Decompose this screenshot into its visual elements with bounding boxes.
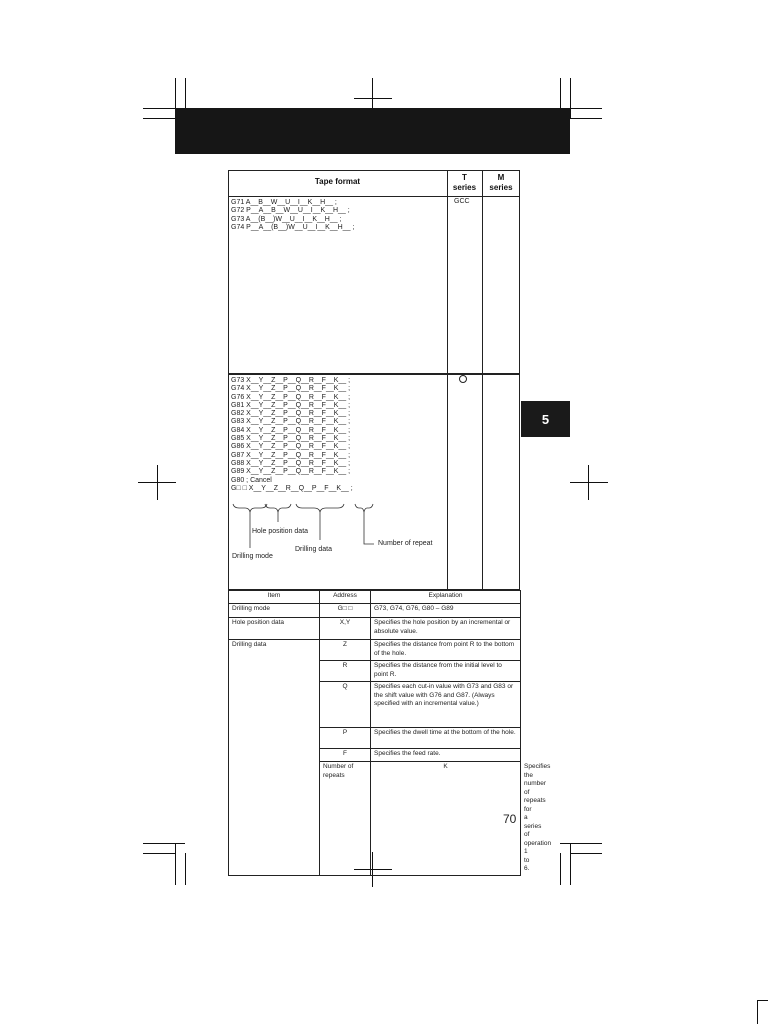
- explanation-cell: Specifies the dwell time at the bottom of the hole.: [371, 728, 521, 749]
- crop-mark: [175, 843, 176, 885]
- address-cell: Q: [320, 682, 371, 728]
- group-divider: [228, 373, 520, 375]
- canned-cycle-codes: G73 X__Y__Z__P__Q__R__F__K__ ; G74 X__Y__Z__P__Q__R__F__K__ ; G76 X__Y__Z__P__Q__R__F__K__ ; G81 X__Y__Z__P__Q__R__F__K__ ; G82 X__Y__Z__P__Q__R__F__K__ ; G83 X__Y__Z__P__Q__R__F__K__ ; G84 X__Y__Z__P__Q__R__F__K__ ; G85 X__Y__Z__P__Q__R__F__K__ ; G86 X__Y__Z__P__Q__R__F__K__ ; G87 X__Y__Z__P__Q__R__F__K__ ; G88 X__Y__Z__P__Q__R__F__K__ ; G89 X__Y__Z__P__Q__R__F__K__ ; G80 ; Cancel G□ □ X__Y__Z__R__Q__P__F__K__ ;: [231, 377, 353, 492]
- crop-mark: [570, 108, 602, 109]
- header-tape-format: Tape format: [314, 177, 361, 186]
- item-cell: Drilling mode: [229, 604, 320, 618]
- section-tab-number: 5: [541, 411, 550, 427]
- col-header-item: Item: [229, 591, 320, 604]
- table-row: [229, 618, 521, 640]
- registration-mark: [138, 482, 176, 483]
- corner-mark: [757, 1000, 768, 1001]
- address-cell: K: [371, 762, 521, 876]
- brace-number-of-repeat: [355, 504, 373, 512]
- explanation-cell: Specifies the distance from point R to the bottom of the hole.: [371, 640, 521, 661]
- crop-mark: [185, 853, 186, 885]
- crop-mark: [143, 118, 175, 119]
- label-number-of-repeat: Number of repeat: [378, 540, 433, 547]
- explanation-cell: Specifies the hole position by an incremental or absolute value.: [371, 618, 521, 640]
- item-cell: Drilling data: [229, 640, 320, 876]
- page-number: 70: [503, 812, 517, 826]
- crop-mark: [560, 853, 561, 885]
- crop-mark: [570, 78, 571, 118]
- address-cell: X,Y: [320, 618, 371, 640]
- address-cell: Z: [320, 640, 371, 661]
- crop-mark: [570, 853, 602, 854]
- registration-mark: [570, 482, 608, 483]
- brace-drilling-mode: [233, 504, 267, 512]
- g71-g74-codes: G71 A__B__W__U__I__K__H__ ; G72 P__A__B__W__U__I__K__H__ ; G73 A__(B__)W__U__I__K__H__ ; G74 P__A__(B__)W__U__I__K__H__ ;: [231, 199, 355, 231]
- explanation-table: [228, 590, 552, 876]
- crop-mark: [560, 843, 602, 844]
- address-cell: F: [320, 749, 371, 762]
- address-cell: P: [320, 728, 371, 749]
- explanation-cell: Specifies each cut-in value with G73 and G83 or the shift value with G76 and G87. (Always specified with an incremental value.): [371, 682, 521, 728]
- brace-drilling-data: [296, 504, 344, 512]
- table-row: [229, 604, 521, 618]
- label-hole-position: Hole position data: [252, 528, 309, 535]
- address-cell: G□ □: [320, 604, 371, 618]
- crop-mark: [143, 843, 185, 844]
- item-cell: Hole position data: [229, 618, 320, 640]
- table-row: [229, 640, 521, 661]
- col-header-explanation: Explanation: [371, 591, 521, 604]
- brace-hole-position: [265, 504, 291, 512]
- t-series-gcc: GCC: [454, 198, 470, 205]
- crop-mark: [570, 843, 571, 885]
- explanation-cell: G73, G74, G76, G80 – G89: [371, 604, 521, 618]
- label-drilling-data: Drilling data: [295, 546, 332, 553]
- header-t-series: T series: [452, 173, 477, 192]
- column-divider: [482, 170, 483, 590]
- label-drilling-mode: Drilling mode: [232, 553, 273, 560]
- leader-number-of-repeat: [364, 512, 374, 544]
- corner-mark: [757, 1000, 758, 1024]
- header-m-series: M series: [489, 173, 513, 192]
- registration-mark: [354, 98, 392, 99]
- address-cell: R: [320, 661, 371, 682]
- explanation-cell: Specifies the feed rate.: [371, 749, 521, 762]
- item-cell: Number of repeats: [320, 762, 371, 876]
- crop-mark: [143, 853, 175, 854]
- section-tab: [521, 401, 570, 437]
- supported-circle-icon: [459, 375, 467, 383]
- header-divider: [228, 196, 520, 197]
- explanation-cell: Specifies the distance from the initial level to point R.: [371, 661, 521, 682]
- header-bar: [175, 108, 570, 154]
- table-row: Number of repeats K Specifies the number of repeats for a series of operation 1 to 6.: [229, 762, 521, 876]
- col-header-address: Address: [320, 591, 371, 604]
